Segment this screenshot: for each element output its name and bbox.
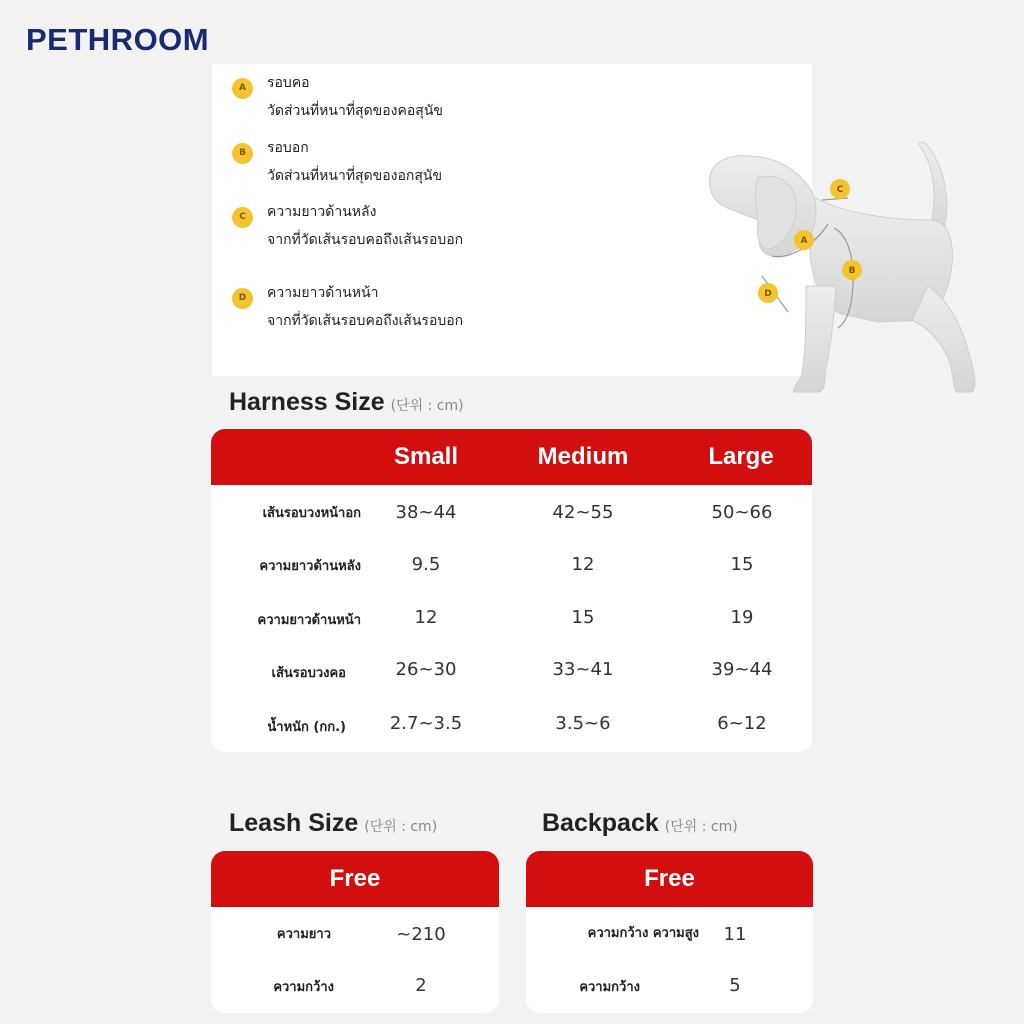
cell: 12 <box>414 607 438 628</box>
row-label-length: ความยาว <box>276 927 331 942</box>
dog-illustration-icon <box>702 136 1002 401</box>
harness-table <box>211 429 812 752</box>
cell: 15 <box>730 554 754 575</box>
backpack-title <box>542 809 738 838</box>
row-label-weight: น้ำหนัก (กก.) <box>267 720 346 735</box>
cell: 38~44 <box>395 502 457 523</box>
row-label-width: ความกว้าง <box>273 980 334 995</box>
cell: 15 <box>571 607 595 628</box>
guide-item-desc: วัดส่วนที่หนาที่สุดของคอสุนัข <box>267 103 443 119</box>
col-large: Large <box>708 443 774 470</box>
leash-table-header <box>211 851 499 907</box>
backpack-title-text: Backpack <box>542 809 659 837</box>
cell: 5 <box>729 975 741 996</box>
guide-item-desc: จากที่วัดเส้นรอบคอถึงเส้นรอบอก <box>267 313 464 329</box>
col-medium: Medium <box>537 443 629 470</box>
cell: 2.7~3.5 <box>389 713 463 734</box>
col-free: Free <box>329 865 381 892</box>
row-label-front-length: ความยาวด้านหน้า <box>257 613 361 628</box>
cell: 19 <box>730 607 754 628</box>
brand-logo: PETHROOM <box>26 22 210 57</box>
svg-text:A: A <box>800 236 808 246</box>
leash-table <box>211 851 499 1013</box>
row-label-width-height: ความกว้าง ความสูง <box>587 926 699 941</box>
guide-item-title: รอบคอ <box>267 75 310 91</box>
svg-text:B: B <box>848 266 856 276</box>
cell: 11 <box>723 924 747 945</box>
cell: 9.5 <box>411 554 441 575</box>
backpack-unit: (단위 : cm) <box>664 819 738 835</box>
row-label-neck: เส้นรอบวงคอ <box>271 666 346 681</box>
guide-item-title: ความยาวด้านหลัง <box>267 204 377 220</box>
cell: ~210 <box>396 924 446 945</box>
row-label-chest: เส้นรอบวงหน้าอก <box>262 506 361 521</box>
svg-text:C: C <box>836 185 844 195</box>
guide-item-title: ความยาวด้านหน้า <box>267 285 379 301</box>
cell: 39~44 <box>711 659 773 680</box>
leash-unit: (단위 : cm) <box>364 819 438 835</box>
svg-text:D: D <box>764 289 772 299</box>
badge-c-icon: C <box>232 207 253 228</box>
cell: 42~55 <box>552 502 614 523</box>
cell: 12 <box>571 554 595 575</box>
cell: 26~30 <box>395 659 457 680</box>
leash-title <box>229 809 437 838</box>
badge-a-icon: A <box>232 78 253 99</box>
guide-item-desc: จากที่วัดเส้นรอบคอถึงเส้นรอบอก <box>267 232 464 248</box>
col-free: Free <box>644 865 695 892</box>
leash-title-text: Leash Size <box>229 809 359 837</box>
cell: 3.5~6 <box>555 713 611 734</box>
backpack-table-header <box>526 851 813 907</box>
harness-title <box>229 388 464 417</box>
guide-item-desc: วัดส่วนที่หนาที่สุดของอกสุนัข <box>267 168 443 184</box>
cell: 50~66 <box>711 502 773 523</box>
badge-d-icon: D <box>232 288 253 309</box>
row-label-width: ความกว้าง <box>579 980 640 995</box>
harness-unit: (단위 : cm) <box>390 398 464 414</box>
cell: 6~12 <box>717 713 767 734</box>
badge-b-icon: B <box>232 143 253 164</box>
harness-table-header <box>211 429 812 485</box>
col-small: Small <box>393 443 459 470</box>
measurement-guide <box>212 64 856 376</box>
cell: 33~41 <box>552 659 614 680</box>
row-label-back-length: ความยาวด้านหลัง <box>259 559 361 574</box>
harness-title-text: Harness Size <box>229 388 385 416</box>
backpack-table <box>526 851 813 1013</box>
cell: 2 <box>415 975 427 996</box>
guide-item-title: รอบอก <box>267 140 309 156</box>
